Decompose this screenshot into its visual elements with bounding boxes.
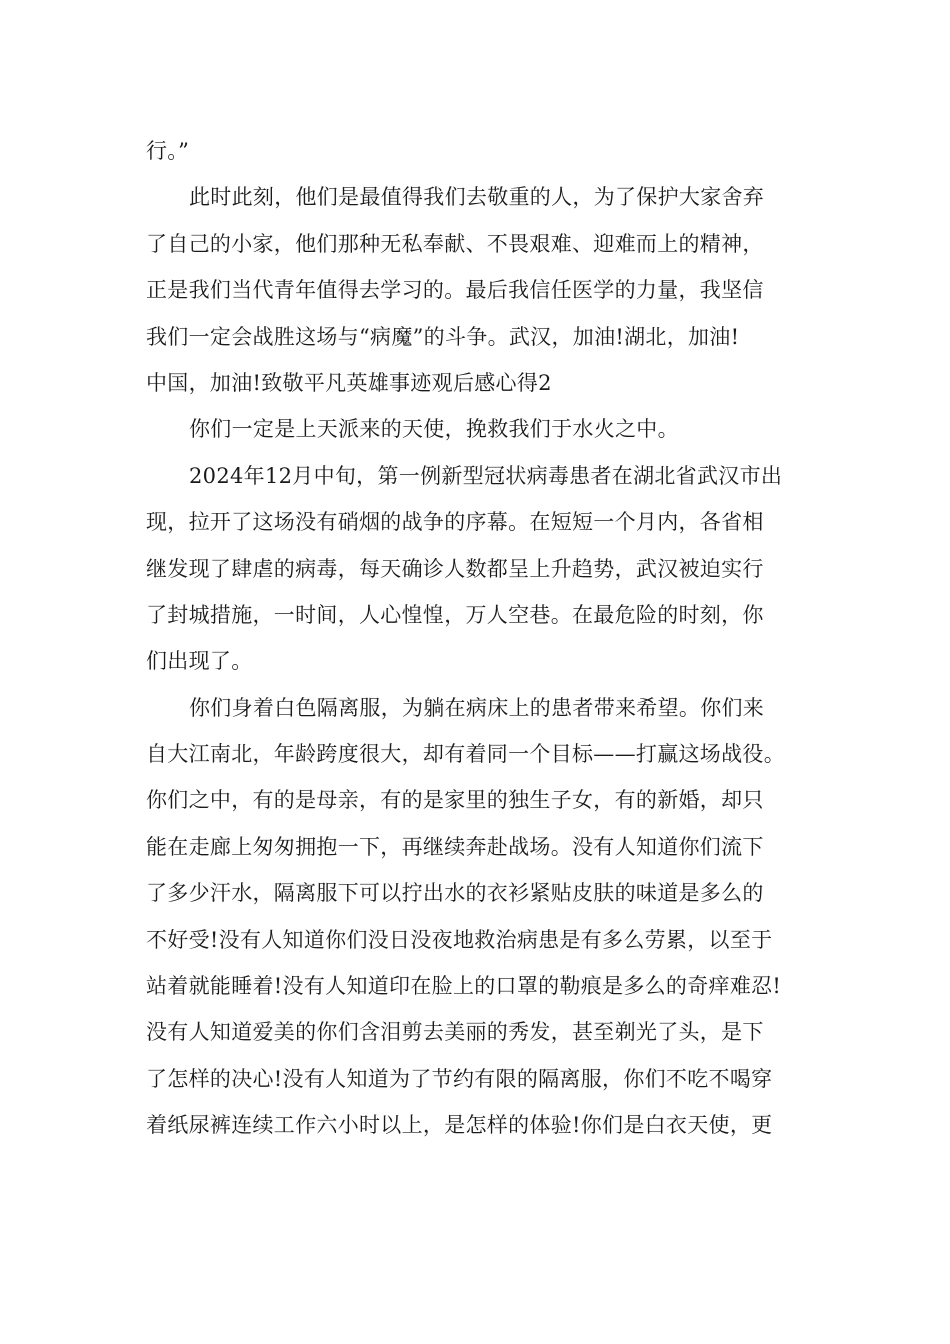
- text-line: 继发现了肆虐的病毒，每天确诊人数都呈上升趋势，武汉被迫实行: [146, 556, 764, 581]
- text-line: 此时此刻，他们是最值得我们去敬重的人，为了保护大家舍弃: [189, 185, 765, 210]
- text-line: 行。”: [146, 139, 190, 163]
- text-line: 了自己的小家，他们那种无私奉献、不畏艰难、迎难而上的精神，: [146, 231, 764, 256]
- text-line: 中国，加油!致敬平凡英雄事迹观后感心得2: [146, 370, 552, 395]
- text-line: 们出现了。: [146, 649, 253, 674]
- text-line: 你们一定是上天派来的天使，挽救我们于水火之中。: [189, 417, 679, 442]
- text-line: 自大江南北，年龄跨度很大，却有着同一个目标——打赢这场战役。: [146, 742, 785, 767]
- text-line: 我们一定会战胜这场与“病魔”的斗争。武汉，加油!湖北，加油!: [146, 324, 740, 349]
- text-line: 了多少汗水，隔离服下可以拧出水的衣衫紧贴皮肤的味道是多么的: [146, 881, 764, 906]
- document-body: [146, 128, 816, 1149]
- text-line: 能在走廊上匆匆拥抱一下，再继续奔赴战场。没有人知道你们流下: [146, 834, 764, 859]
- text-line: 不好受!没有人知道你们没日没夜地救治病患是有多么劳累，以至于: [146, 927, 773, 952]
- text-line: 了封城措施，一时间，人心惶惶，万人空巷。在最危险的时刻，你: [146, 602, 764, 627]
- text-line: 2024年12月中旬，第一例新型冠状病毒患者在湖北省武汉市出: [189, 463, 783, 488]
- text-line: 现，拉开了这场没有硝烟的战争的序幕。在短短一个月内，各省相: [146, 510, 764, 535]
- text-line: 了怎样的决心!没有人知道为了节约有限的隔离服，你们不吃不喝穿: [146, 1066, 773, 1091]
- text-line: 站着就能睡着!没有人知道印在脸上的口罩的勒痕是多么的奇痒难忍!: [146, 974, 782, 999]
- text-line: 正是我们当代青年值得去学习的。最后我信任医学的力量，我坚信: [146, 278, 764, 303]
- text-line: 没有人知道爱美的你们含泪剪去美丽的秀发，甚至剃光了头，是下: [146, 1020, 764, 1045]
- text-line: 你们身着白色隔离服，为躺在病床上的患者带来希望。你们来: [189, 695, 765, 720]
- text-line: 你们之中，有的是母亲，有的是家里的独生子女，有的新婚，却只: [146, 788, 764, 813]
- text-line: 着纸尿裤连续工作六小时以上，是怎样的体验!你们是白衣天使，更: [146, 1113, 773, 1138]
